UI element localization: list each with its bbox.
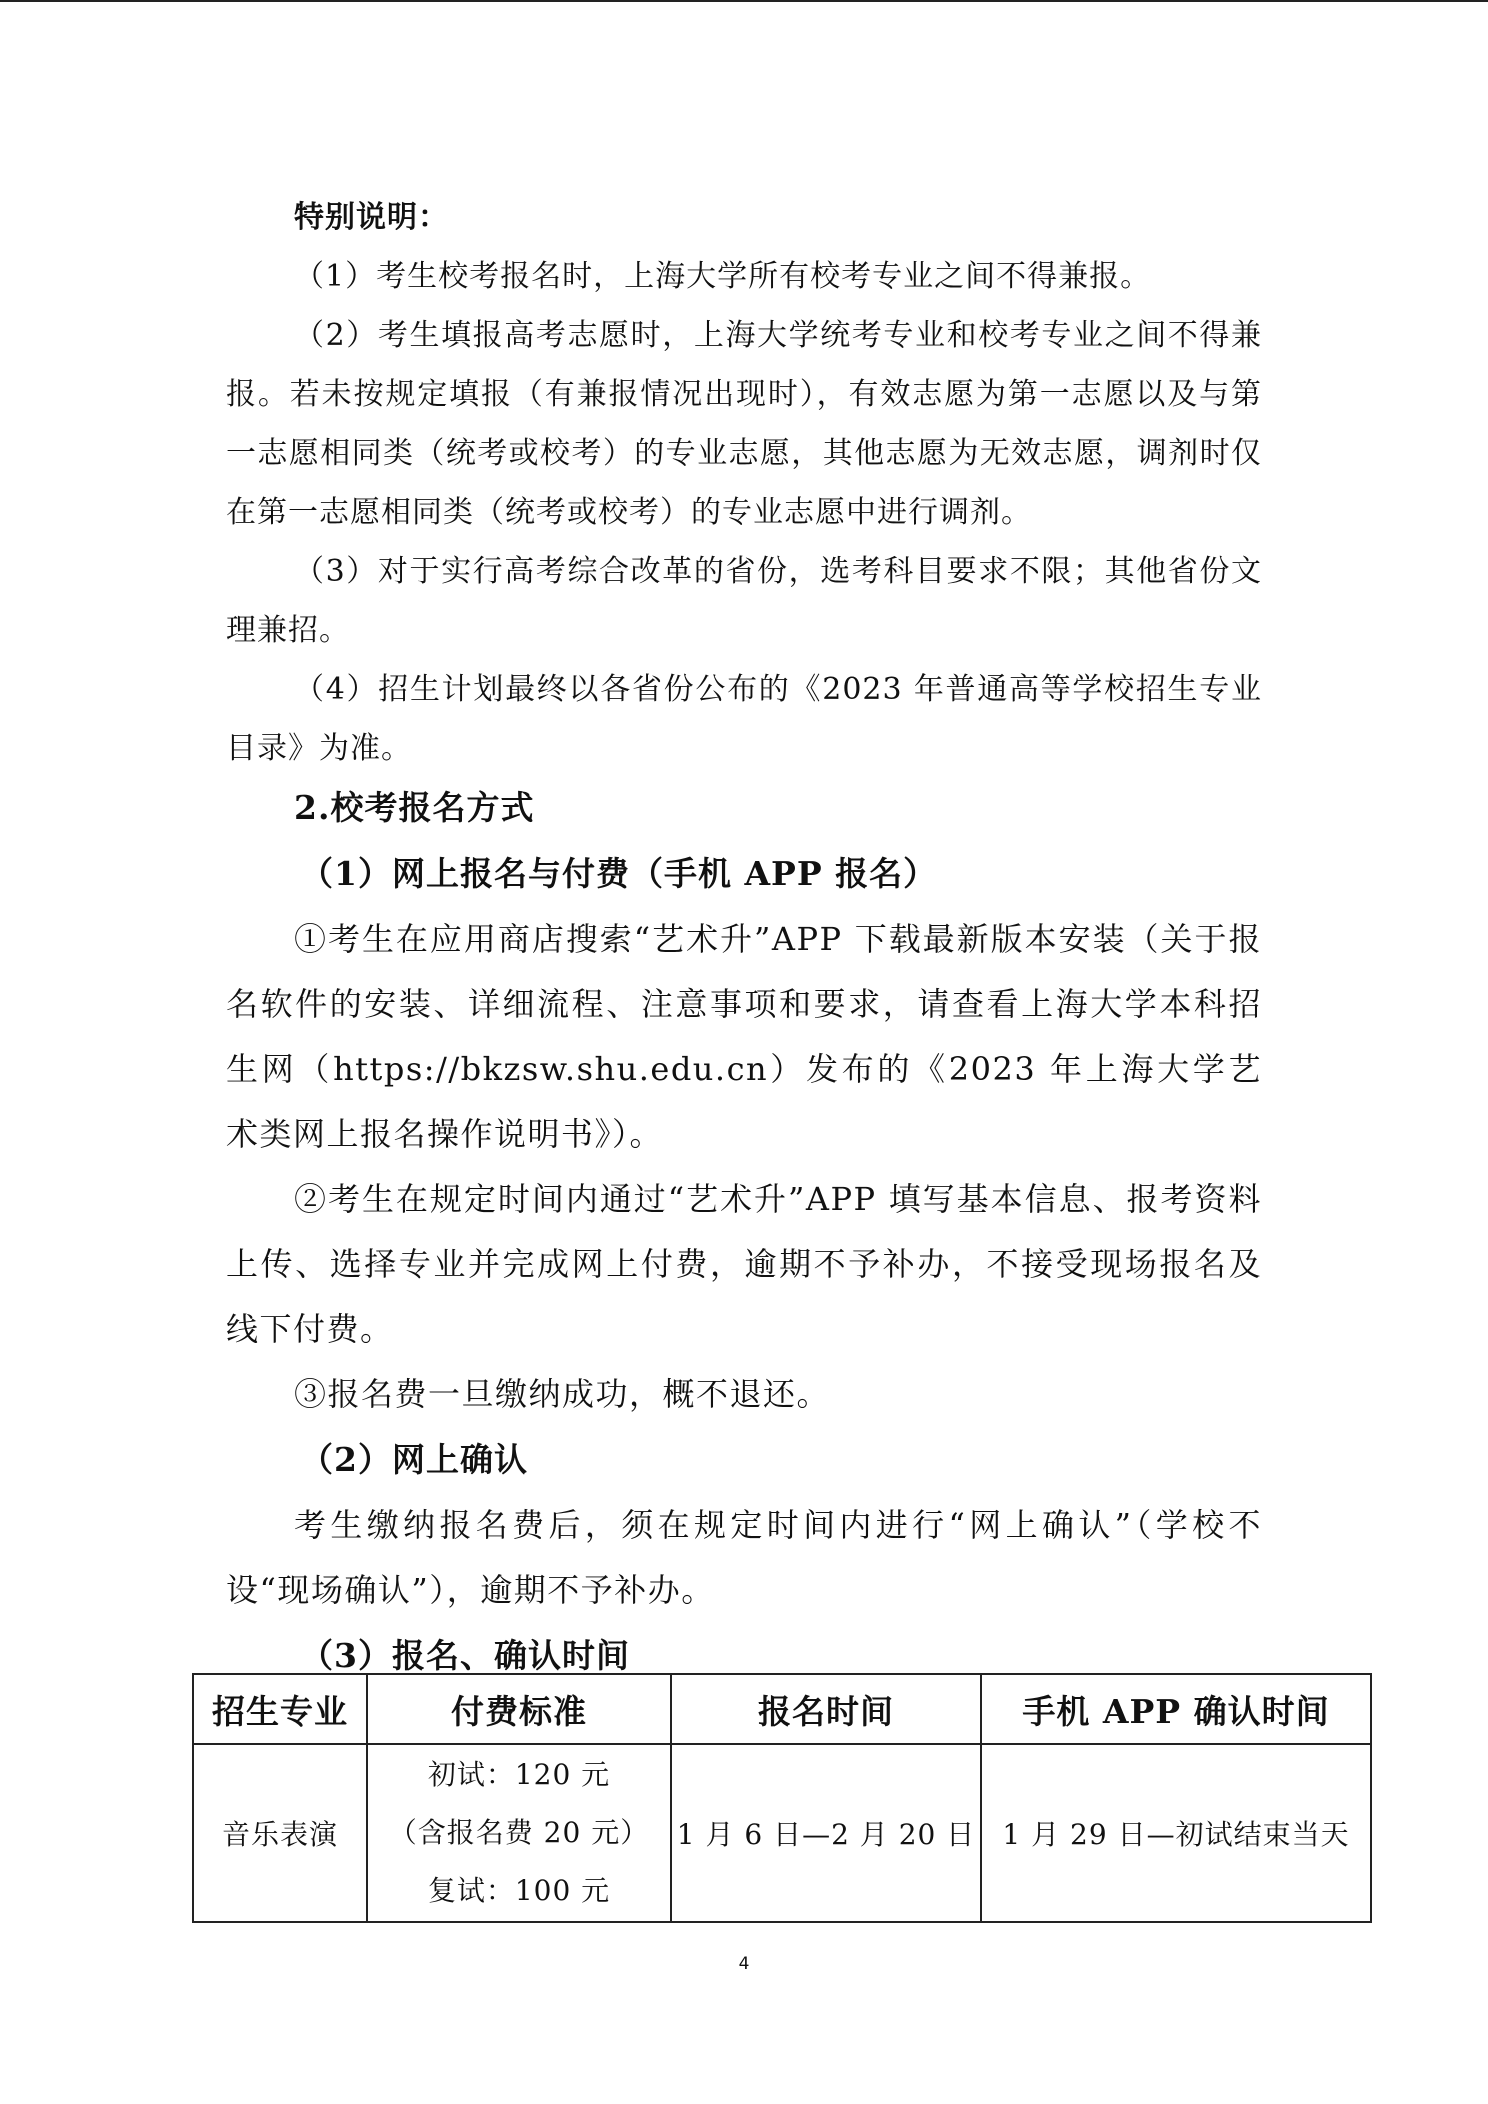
online-item-1: ①考生在应用商店搜索“艺术升”APP 下载最新版本安装（关于报名软件的安装、详细流程、注意事项和要求，请查看上海大学本科招生网（https://bkzsw.shu.edu.cn）发布的《2023 年上海大学艺术类网上报名操作说明书》）。	[226, 920, 1262, 1153]
subsection-confirm-heading: （2）网上确认	[300, 1440, 528, 1479]
online-item-2: ②考生在规定时间内通过“艺术升”APP 填写基本信息、报考资料上传、选择专业并完成网上付费，逾期不予补办，不接受现场报名及线下付费。	[226, 1180, 1262, 1348]
fee-line-initial: 初试：120 元	[427, 1758, 611, 1791]
special-note	[226, 188, 1262, 778]
section-registration-method	[226, 775, 1262, 1689]
special-note-item-4: （4）招生计划最终以各省份公布的《2023 年普通高等学校招生专业目录》为准。	[226, 672, 1262, 766]
table-row	[193, 1744, 1371, 1922]
cell-confirm-time: 1 月 29 日—初试结束当天	[981, 1744, 1371, 1922]
subsection-online-heading: （1）网上报名与付费（手机 APP 报名）	[300, 854, 938, 893]
special-note-item-1: （1）考生校考报名时，上海大学所有校考专业之间不得兼报。	[294, 259, 1152, 294]
cell-major: 音乐表演	[193, 1744, 367, 1922]
special-note-item-2: （2）考生填报高考志愿时，上海大学统考专业和校考专业之间不得兼报。若未按规定填报（有兼报情况出现时），有效志愿为第一志愿以及与第一志愿相同类（统考或校考）的专业志愿，其他志愿为无效志愿，调剂时仅在第一志愿相同类（统考或校考）的专业志愿中进行调剂。	[226, 318, 1262, 530]
header-reg-time: 报名时间	[671, 1674, 981, 1744]
subsection-time-heading: （3）报名、确认时间	[300, 1636, 630, 1675]
special-note-title: 特别说明：	[294, 200, 449, 235]
fee-line-included: （含报名费 20 元）	[388, 1816, 650, 1849]
header-confirm-time: 手机 APP 确认时间	[981, 1674, 1371, 1744]
online-item-3: ③报名费一旦缴纳成功，概不退还。	[294, 1375, 831, 1413]
special-note-item-3: （3）对于实行高考综合改革的省份，选考科目要求不限；其他省份文理兼招。	[226, 554, 1262, 648]
registration-table	[192, 1673, 1372, 1923]
confirm-text: 考生缴纳报名费后，须在规定时间内进行“网上确认”（学校不设“现场确认”），逾期不予补办。	[226, 1506, 1262, 1609]
header-major: 招生专业	[193, 1674, 367, 1744]
header-fee: 付费标准	[367, 1674, 671, 1744]
cell-fee	[367, 1744, 671, 1922]
table-header-row	[193, 1674, 1371, 1744]
section-heading: 2.校考报名方式	[294, 788, 535, 827]
page-top-border	[0, 0, 1488, 2]
fee-line-retest: 复试：100 元	[427, 1874, 611, 1907]
page-number: 4	[738, 1954, 750, 1974]
cell-reg-time: 1 月 6 日—2 月 20 日	[671, 1744, 981, 1922]
